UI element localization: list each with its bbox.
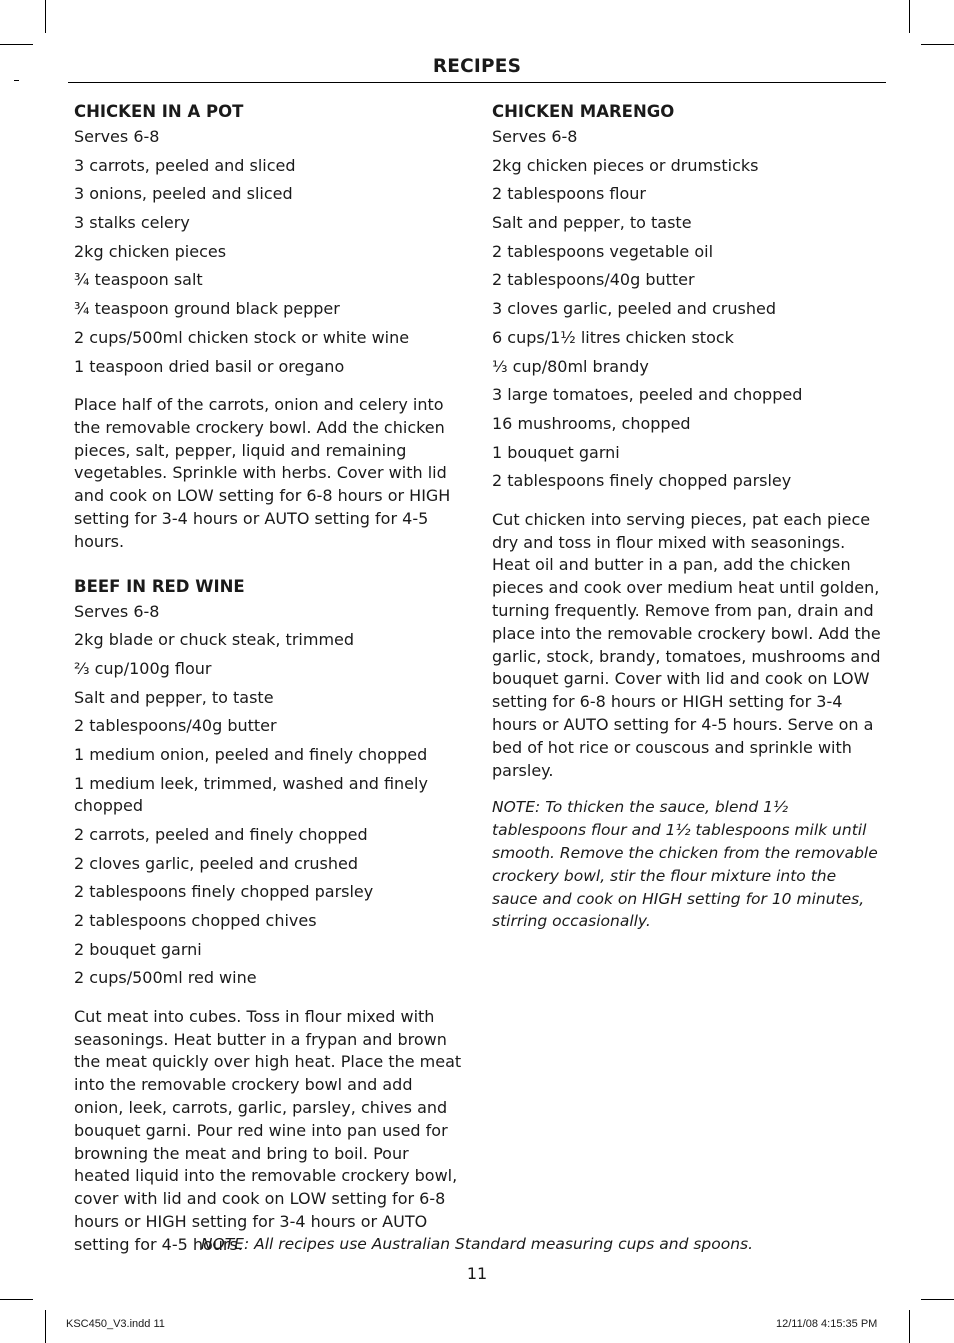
page-title: RECIPES [432,56,522,77]
ingredient: 2 cloves garlic, peeled and crushed [74,853,358,873]
right-column [492,98,884,933]
ingredient: 2 tablespoons/40g butter [74,716,277,736]
method-text: Cut meat into cubes. Toss in flour mixed with seasonings. Heat butter in a frypan and brown the meat quickly over high heat. Place the meat into the removable crockery bowl and add onion, leek, carrots, garlic, parsley, chives and bouquet garni. Pour red wine into pan used for browning the meat and bring to boil. Pour heated liquid into the removable crockery bowl, cover with lid and cook on LOW setting for 6-8 hours or HIGH setting for 3-4 hours or AUTO setting for 4-5 hours. [74,1006,462,1254]
ingredient: 2 tablespoons finely chopped parsley [74,882,374,902]
ingredient: Salt and pepper, to taste [74,687,274,707]
ingredient: 2 tablespoons finely chopped parsley [492,471,792,491]
ingredient: 2 tablespoons flour [492,184,647,204]
ingredient: 3 cloves garlic, peeled and crushed [492,299,776,319]
crop-mark [45,1310,46,1343]
ingredient: 2 cups/500ml red wine [74,968,257,988]
ingredient: 6 cups/1½ litres chicken stock [492,327,734,347]
crop-mark [0,44,33,45]
thicken-note: NOTE: To thicken the sauce, blend 1½ tablespoons flour and 1½ tablespoons milk until smooth. Remove the chicken from the removable crockery bowl, stir the flour mixture into the sauce and cook on HIGH setting for 10 minutes, stirring occasionally. [492,798,878,931]
crop-mark [921,44,954,45]
crop-mark [909,1310,910,1343]
slug-file: KSC450_V3.indd 11 [66,1318,165,1330]
ingredient: 2 bouquet garni [74,939,202,959]
crop-mark [909,0,910,33]
recipe-title-chicken-in-a-pot: CHICKEN IN A POT [74,102,244,121]
ingredient: 3 carrots, peeled and sliced [74,155,296,175]
ingredient: Salt and pepper, to taste [492,213,692,233]
ingredient: 2 carrots, peeled and finely chopped [74,824,368,844]
ingredient: 3 stalks celery [74,213,190,233]
serves: Serves 6-8 [492,127,578,146]
ingredient: 2kg chicken pieces [74,241,227,261]
recipe-title-chicken-marengo: CHICKEN MARENGO [492,102,675,121]
ingredient: ¾ teaspoon salt [74,270,203,290]
ingredient: 16 mushrooms, chopped [492,413,691,433]
page-number: 11 [466,1264,488,1283]
measuring-note: NOTE: All recipes use Australian Standard measuring cups and spoons. [200,1235,754,1253]
ingredient: 1 teaspoon dried basil or oregano [74,356,345,376]
recipe-title-beef-in-red-wine: BEEF IN RED WINE [74,576,245,596]
crop-mark [921,1299,954,1300]
method-text: Place half of the carrots, onion and celery into the removable crockery bowl. Add the chicken pieces, salt, pepper, liquid and remaining vegetables. Sprinkle with herbs. Cover with lid and cook on LOW setting for 6-8 hours or HIGH setting for 3-4 hours or AUTO setting for 4-5 hours. [74,395,451,551]
crop-mark [0,1299,33,1300]
method-text: Cut chicken into serving pieces, pat each piece dry and toss in flour mixed with seasonings. Heat oil and butter in a pan, add the chicken pieces and cook over medium heat until golden, turning frequently. Remove from pan, drain and place into the removable crockery bowl. Add the garlic, stock, brandy, tomatoes, mushrooms and bouquet garni. Cover with lid and cook on LOW setting for 6-8 hours or HIGH setting for 3-4 hours or AUTO setting for 4-5 hours. Serve on a bed of hot rice or couscous and sprinkle with parsley. [492,509,881,780]
ingredient: 2 tablespoons chopped chives [74,910,317,930]
ingredient: ⅔ cup/100g flour [74,658,212,678]
ingredient: 2kg blade or chuck steak, trimmed [74,630,355,650]
serves: Serves 6-8 [74,601,160,621]
ingredient: 2 cups/500ml chicken stock or white wine [74,327,410,347]
ingredient: 2 tablespoons vegetable oil [492,241,714,261]
ingredient: 3 onions, peeled and sliced [74,184,293,204]
ingredient: 1 medium onion, peeled and finely chopped [74,745,428,765]
ingredient: 2 tablespoons/40g butter [492,270,695,290]
crop-mark [14,80,19,81]
ingredient: 2kg chicken pieces or drumsticks [492,155,759,175]
slug-date: 12/11/08 4:15:35 PM [776,1318,878,1330]
ingredient: 3 large tomatoes, peeled and chopped [492,385,803,405]
header-rule [68,82,886,83]
ingredient: 1 bouquet garni [492,442,620,462]
ingredient: 1 medium leek, trimmed, washed and finely chopped [74,773,428,816]
left-column [74,98,466,1257]
serves: Serves 6-8 [74,127,160,146]
ingredient: ¾ teaspoon ground black pepper [74,299,340,319]
crop-mark [45,0,46,33]
ingredient: ⅓ cup/80ml brandy [492,356,649,376]
